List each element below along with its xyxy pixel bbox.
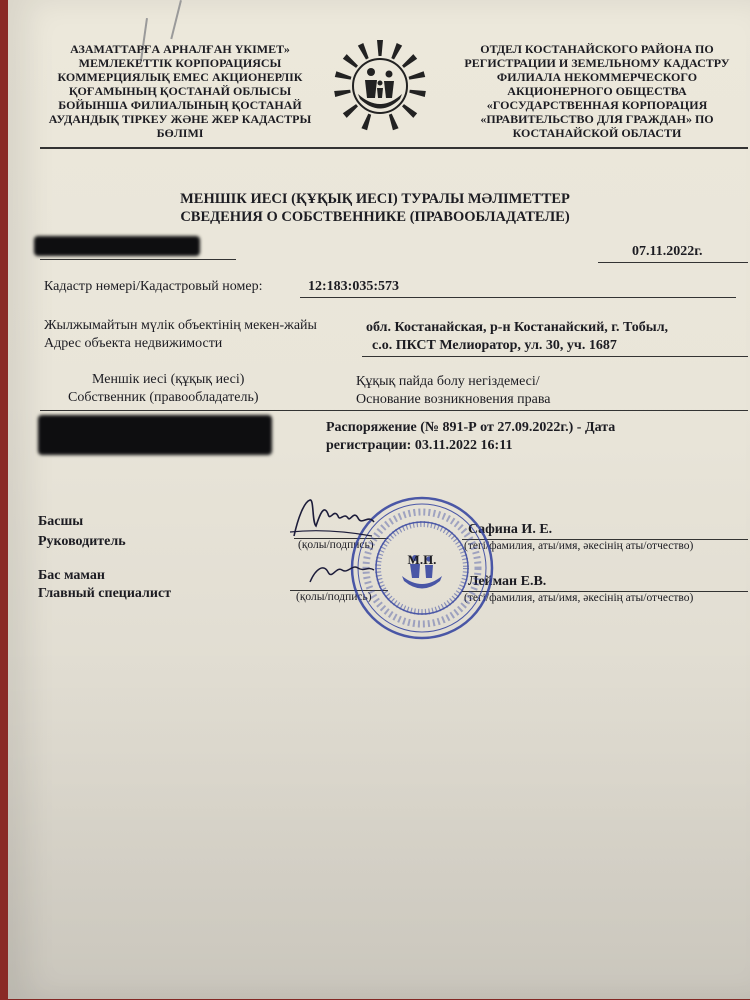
- cadastral-label: Кадастр нөмері/Кадастровый номер:: [44, 279, 263, 294]
- chief-name-caption: (тегі/фамилия, аты/имя, әкесінің аты/отчество): [464, 592, 694, 604]
- chief-label-ru: Главный специалист: [38, 586, 172, 601]
- document-title-kz: МЕНШІК ИЕСІ (ҚҰҚЫҚ ИЕСІ) ТУРАЛЫ МӘЛІМЕТТЕР: [180, 191, 570, 207]
- header-ru-line: «ГОСУДАРСТВЕННАЯ КОРПОРАЦИЯ: [486, 98, 708, 112]
- header-ru-line: КОСТАНАЙСКОЙ ОБЛАСТИ: [512, 126, 682, 140]
- header-kz-line: АУДАНДЫҚ ТІРКЕУ ЖӘНЕ ЖЕР КАДАСТРЫ: [48, 112, 312, 126]
- basis-label-kz: Құқық пайда болу негіздемесі/: [356, 374, 540, 389]
- stamp-mark: М.П.: [407, 552, 437, 567]
- header-ru-line: ОТДЕЛ КОСТАНАЙСКОГО РАЙОНА ПО: [480, 42, 714, 56]
- header-ru-block: [452, 42, 742, 140]
- header-kz-block: [46, 42, 314, 140]
- chief-label-kz: Бас маман: [38, 568, 105, 583]
- section-divider: [40, 410, 748, 411]
- basis-label-ru: Основание возникновения права: [356, 392, 551, 407]
- header-kz-line: БОЙЫНША ФИЛИАЛЫНЫҢ ҚОСТАНАЙ: [58, 98, 302, 112]
- header-kz-line: БӨЛІМІ: [156, 126, 204, 140]
- header-divider: [40, 147, 748, 149]
- basis-value-line2: регистрации: 03.11.2022 16:11: [326, 438, 513, 453]
- basis-value-line1: Распоряжение (№ 891-Р от 27.09.2022г.) - Дата: [326, 420, 616, 435]
- head-label-ru: Руководитель: [38, 534, 126, 549]
- header-ru-line: ФИЛИАЛА НЕКОММЕРЧЕСКОГО: [496, 70, 698, 84]
- head-name: Сафина И. Е.: [468, 522, 553, 537]
- document-title-ru: СВЕДЕНИЯ О СОБСТВЕННИКЕ (ПРАВООБЛАДАТЕЛЕ): [180, 209, 570, 225]
- address-value-line2: с.о. ПКСТ Мелиоратор, ул. 30, уч. 1687: [372, 338, 617, 353]
- head-signature-caption: (қолы/подпись): [298, 539, 374, 551]
- address-label-ru: Адрес объекта недвижимости: [44, 336, 223, 351]
- date-underline: [598, 262, 748, 263]
- head-name-caption: (тегі/фамилия, аты/имя, әкесінің аты/отчество): [464, 540, 694, 552]
- issue-date: 07.11.2022г.: [632, 244, 703, 259]
- header-ru-line: РЕГИСТРАЦИИ И ЗЕМЕЛЬНОМУ КАДАСТРУ: [464, 56, 730, 70]
- head-handwritten-signature: [288, 492, 378, 548]
- header-kz-line: МЕМЛЕКЕТТІК КОРПОРАЦИЯСЫ: [78, 56, 282, 70]
- header-kz-line: КОММЕРЦИЯЛЫҚ ЕМЕС АКЦИОНЕРЛІК: [57, 70, 303, 84]
- address-underline: [362, 356, 748, 357]
- chief-name: Лейман Е.В.: [468, 574, 547, 589]
- head-label-kz: Басшы: [38, 514, 84, 529]
- cadastral-number: 12:183:035:573: [308, 279, 399, 294]
- chief-handwritten-signature: [306, 558, 376, 588]
- owner-label-kz: Меншік иесі (құқық иесі): [92, 372, 245, 387]
- address-label-kz: Жылжымайтын мүлік объектінің мекен-жайы: [44, 318, 317, 333]
- cadastral-underline: [300, 297, 736, 298]
- chief-signature-caption: (қолы/подпись): [296, 591, 372, 603]
- owner-label-ru: Собственник (правообладатель): [68, 390, 259, 405]
- header-kz-line: АЗАМАТТАРҒА АРНАЛҒАН ҮКІМЕТ»: [70, 42, 290, 56]
- address-value-line1: обл. Костанайская, р-н Костанайский, г. Тобыл,: [366, 320, 669, 335]
- name-underline: [40, 259, 236, 260]
- family-sun-emblem-icon: [330, 36, 430, 136]
- redacted-owner: [38, 415, 272, 455]
- header-ru-line: «ПРАВИТЕЛЬСТВО ДЛЯ ГРАЖДАН» ПО: [480, 112, 714, 126]
- header-kz-line: ҚОҒАМЫНЫҢ ҚОСТАНАЙ ОБЛЫСЫ: [68, 84, 292, 98]
- redacted-name: [34, 236, 200, 256]
- header-ru-line: АКЦИОНЕРНОГО ОБЩЕСТВА: [507, 84, 687, 98]
